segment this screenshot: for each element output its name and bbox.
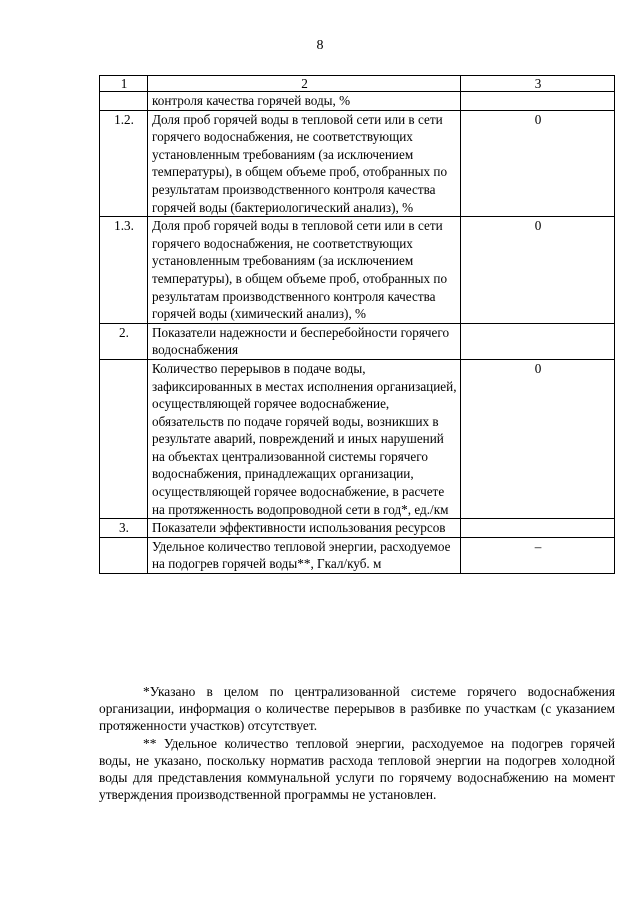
row-value: 0 <box>461 359 615 518</box>
row-value <box>461 92 615 111</box>
table-row <box>100 217 615 324</box>
table-row <box>100 323 615 359</box>
row-text: Показатели эффективности использования ресурсов <box>148 519 461 538</box>
row-value: 0 <box>461 217 615 324</box>
row-text: Удельное количество тепловой энергии, расходуемое на подогрев горячей воды**, Гкал/куб. м <box>148 537 461 573</box>
row-number: 3. <box>100 519 148 538</box>
page-number: 8 <box>316 38 324 53</box>
row-number <box>100 359 148 518</box>
row-text: контроля качества горячей воды, % <box>148 92 461 111</box>
row-text: Доля проб горячей воды в тепловой сети или в сети горячего водоснабжения, не соответствующих установленным требованиям (за исключением температуры), в общем объеме проб, отобранных по результатам производственного контроля качества горячей воды (бактериологический анализ), % <box>148 110 461 217</box>
row-number: 1.2. <box>100 110 148 217</box>
table-row <box>100 110 615 217</box>
table-row <box>100 359 615 518</box>
row-number <box>100 92 148 111</box>
header-col-1: 1 <box>100 76 148 92</box>
row-text: Количество перерывов в подаче воды, зафиксированных в местах исполнения организацией, осуществляющей горячее водоснабжение, обязательств по подаче горячей воды, возникших в результате аварий, повреждений и иных нарушений на объектах централизованной системы горячего водоснабжения, принадлежащих организации, осуществляющей горячее водоснабжение, в расчете на протяженность водопроводной сети в год*, ед./км <box>148 359 461 518</box>
row-number: 2. <box>100 323 148 359</box>
footnote-2: ** Удельное количество тепловой энергии, расходуемое на подогрев горячей воды, не указано, поскольку норматив расхода тепловой энергии на подогрев холодной воды для представления коммунальной услуги по горячему водоснабжению на момент утверждения производственной программы не установлен. <box>99 735 615 803</box>
table-header-row <box>100 76 615 92</box>
table-row <box>100 537 615 573</box>
header-col-2: 2 <box>148 76 461 92</box>
row-text: Доля проб горячей воды в тепловой сети или в сети горячего водоснабжения, не соответствующих установленным требованиям (за исключением температуры), в общем объеме проб, отобранных по результатам производственного контроля качества горячей воды (химический анализ), % <box>148 217 461 324</box>
table-row <box>100 92 615 111</box>
row-value: – <box>461 537 615 573</box>
row-text: Показатели надежности и бесперебойности горячего водоснабжения <box>148 323 461 359</box>
footnote-1: *Указано в целом по централизованной системе горячего водоснабжения организации, информация о количестве перерывов в разбивке по участкам (с указанием протяженности участков) отсутствует. <box>99 684 615 734</box>
indicators-table <box>99 75 615 574</box>
row-number <box>100 537 148 573</box>
header-col-3: 3 <box>461 76 615 92</box>
table-row <box>100 519 615 538</box>
footnotes <box>99 683 615 803</box>
row-value <box>461 323 615 359</box>
row-number: 1.3. <box>100 217 148 324</box>
row-value: 0 <box>461 110 615 217</box>
row-value <box>461 519 615 538</box>
